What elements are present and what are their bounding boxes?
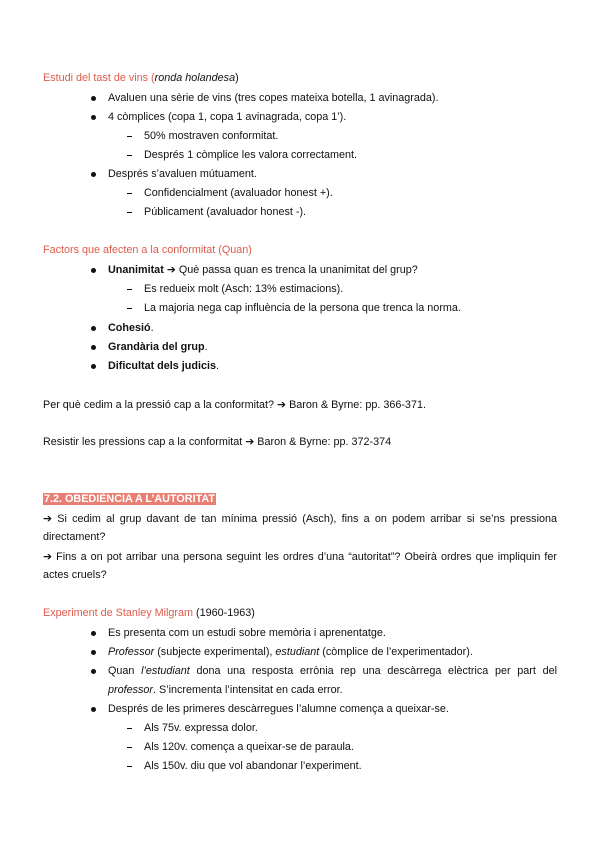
list-item: Es presenta com un estudi sobre memòria i aprenentatge. (108, 627, 386, 639)
dash (127, 308, 132, 309)
bullet (91, 650, 96, 655)
bullet (91, 326, 96, 331)
list-item: Unanimitat ➔ Què passa quan es trenca la unanimitat del grup? (108, 264, 418, 276)
list-item: Avaluen una sèrie de vins (tres copes mateixa botella, 1 avinagrada). (108, 92, 439, 104)
milgram-title: Experiment de Stanley Milgram (1960-1963) (43, 607, 255, 619)
dash (127, 212, 132, 213)
list-item-continuation: professor. S’incrementa l’intensitat en cada error. (108, 684, 343, 696)
dash (127, 747, 132, 748)
question-line: Per què cedim a la pressió cap a la conformitat? ➔ Baron & Byrne: pp. 366-371. (43, 399, 426, 411)
factors-title: Factors que afecten a la conformitat (Quan) (43, 244, 252, 256)
list-item: Professor (subjecte experimental), estudiant (còmplice de l’experimentador). (108, 646, 473, 658)
list-item: Després de les primeres descàrregues l’alumne comença a queixar-se. (108, 703, 449, 715)
sub-item: Als 75v. expressa dolor. (144, 722, 258, 734)
sub-item: Confidencialment (avaluador honest +). (144, 187, 333, 199)
list-item: 4 còmplices (copa 1, copa 1 avinagrada, copa 1’). (108, 111, 347, 123)
list-item: Quan l’estudiant dona una resposta errònia rep una descàrrega elèctrica per part del (108, 665, 557, 677)
bullet (91, 345, 96, 350)
list-item: Després s’avaluen mútuament. (108, 168, 257, 180)
bullet (91, 631, 96, 636)
paragraph-line: ➔ Fins a on pot arribar una persona seguint les ordres d’una “autoritat”? Obeirà ordres que impliquin fer (43, 551, 557, 563)
sub-item: Als 150v. diu que vol abandonar l’experiment. (144, 760, 362, 772)
bullet (91, 172, 96, 177)
dash (127, 766, 132, 767)
question-line: Resistir les pressions cap a la conformitat ➔ Baron & Byrne: pp. 372-374 (43, 436, 392, 448)
bullet (91, 96, 96, 101)
sub-item: 50% mostraven conformitat. (144, 130, 279, 142)
dash (127, 193, 132, 194)
wine-study-title: Estudi del tast de vins (ronda holandesa) (43, 72, 239, 84)
dash (127, 289, 132, 290)
paragraph-line: ➔ Si cedim al grup davant de tan mínima pressió (Asch), fins a on podem arribar si se’ns pressiona (43, 513, 557, 525)
sub-item: Després 1 còmplice les valora correctament. (144, 149, 358, 161)
sub-item: Es redueix molt (Asch: 13% estimacions). (144, 283, 344, 295)
list-item: Dificultat dels judicis. (108, 360, 219, 372)
paragraph-line: directament? (43, 531, 106, 543)
sub-item: La majoria nega cap influència de la persona que trenca la norma. (144, 302, 461, 314)
bullet (91, 115, 96, 120)
paragraph-line: actes cruels? (43, 569, 107, 581)
dash (127, 136, 132, 137)
list-item: Cohesió. (108, 322, 154, 334)
dash (127, 728, 132, 729)
dash (127, 155, 132, 156)
list-item: Grandària del grup. (108, 341, 208, 353)
sub-item: Públicament (avaluador honest -). (144, 206, 307, 218)
bullet (91, 669, 96, 674)
sub-item: Als 120v. comença a queixar-se de paraula. (144, 741, 354, 753)
section-heading: 7.2. OBEDIÈNCIA A L’AUTORITAT (44, 493, 215, 505)
bullet (91, 268, 96, 273)
bullet (91, 364, 96, 369)
bullet (91, 707, 96, 712)
